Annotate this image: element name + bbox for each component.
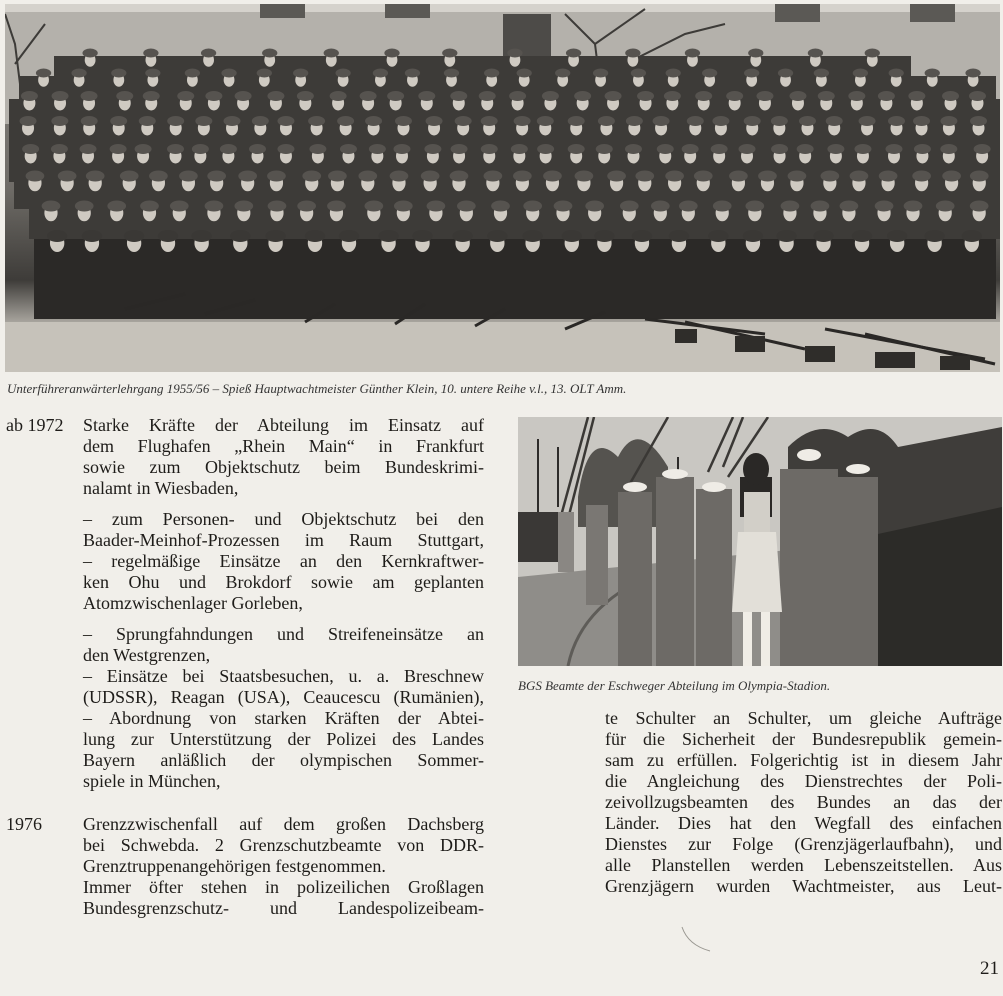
text-line: die Angleichung des Dienstrechtes der Poli- (605, 771, 1002, 791)
text-line: – Abordnung von starken Kräften der Abtei- (83, 708, 484, 728)
photo-stadium-caption: BGS Beamte der Eschweger Abteilung im Olympia-Stadion. (518, 678, 831, 693)
pencil-mark (680, 925, 720, 955)
text-line: nalamt in Wiesbaden, (83, 478, 239, 498)
text-line: ken Ohu und Brokdorf sowie am geplanten (83, 572, 484, 592)
text-line: – regelmäßige Einsätze an den Kernkraftwer- (83, 551, 484, 571)
year-marker: ab 1972 (6, 415, 64, 435)
text-line: Bayern anläßlich der olympischen Sommer- (83, 750, 484, 770)
photo-top-caption: Unterführeranwärterlehrgang 1955/56 – Spieß Hauptwachtmeister Günther Klein, 10. untere Reihe v.l., 13. OLT Amm. (7, 381, 627, 396)
text-line: alle Planstellen werden Lebenszeitstellen. Aus (605, 855, 1002, 875)
text-line: zeivollzugsbeamten des Bundes an das der (605, 792, 1002, 812)
page-number: 21 (980, 958, 999, 979)
text-line: – zum Personen- und Objektschutz bei den (83, 509, 484, 529)
photo-olympic-stadium (518, 417, 1002, 666)
text-line: spiele in München, (83, 771, 221, 791)
text-line: te Schulter an Schulter, um gleiche Aufträge (605, 708, 1002, 728)
text-line: sam zu erfüllen. Folgerichtig ist in diesem Jahr (605, 750, 1002, 770)
text-line: Grenzjägern wurden Wachtmeister, aus Leut- (605, 876, 1002, 896)
text-line: Grenztruppenangehörigen festgenommen. (83, 856, 386, 876)
text-line: Grenzzwischenfall auf dem großen Dachsberg (83, 814, 484, 834)
text-line: Atomzwischenlager Gorleben, (83, 593, 303, 613)
text-line: bei Schwebda. 2 Grenzschutzbeamte von DDR- (83, 835, 484, 855)
text-line: Länder. Dies hat den Wegfall des einfachen (605, 813, 1002, 833)
text-line: – Sprungfahndungen und Streifeneinsätze an (83, 624, 484, 644)
text-line: dem Flughafen „Rhein Main“ in Frankfurt (83, 436, 484, 456)
text-line: für die Sicherheit der Bundesrepublik gemein- (605, 729, 1002, 749)
text-line: Baader-Meinhof-Prozessen im Raum Stuttgart, (83, 530, 484, 550)
group-photo-soldiers (5, 4, 1000, 372)
text-line: – Einsätze bei Staatsbesuchen, u. a. Breschnew (83, 666, 484, 686)
text-line: Immer öfter stehen in polizeilichen Großlagen (83, 877, 484, 897)
year-marker: 1976 (6, 814, 42, 834)
text-line: Starke Kräfte der Abteilung im Einsatz auf (83, 415, 484, 435)
text-line: sowie zum Objektschutz beim Bundeskrimi- (83, 457, 484, 477)
text-line: Dienstes zur Folge (Grenzjägerlaufbahn), und (605, 834, 1002, 854)
text-line: (UDSSR), Reagan (USA), Ceaucescu (Rumänien), (83, 687, 484, 707)
text-line: den Westgrenzen, (83, 645, 211, 665)
text-line: lung zur Unterstützung der Polizei des Landes (83, 729, 484, 749)
text-line: Bundesgrenzschutz- und Landespolizeibeam- (83, 898, 484, 918)
